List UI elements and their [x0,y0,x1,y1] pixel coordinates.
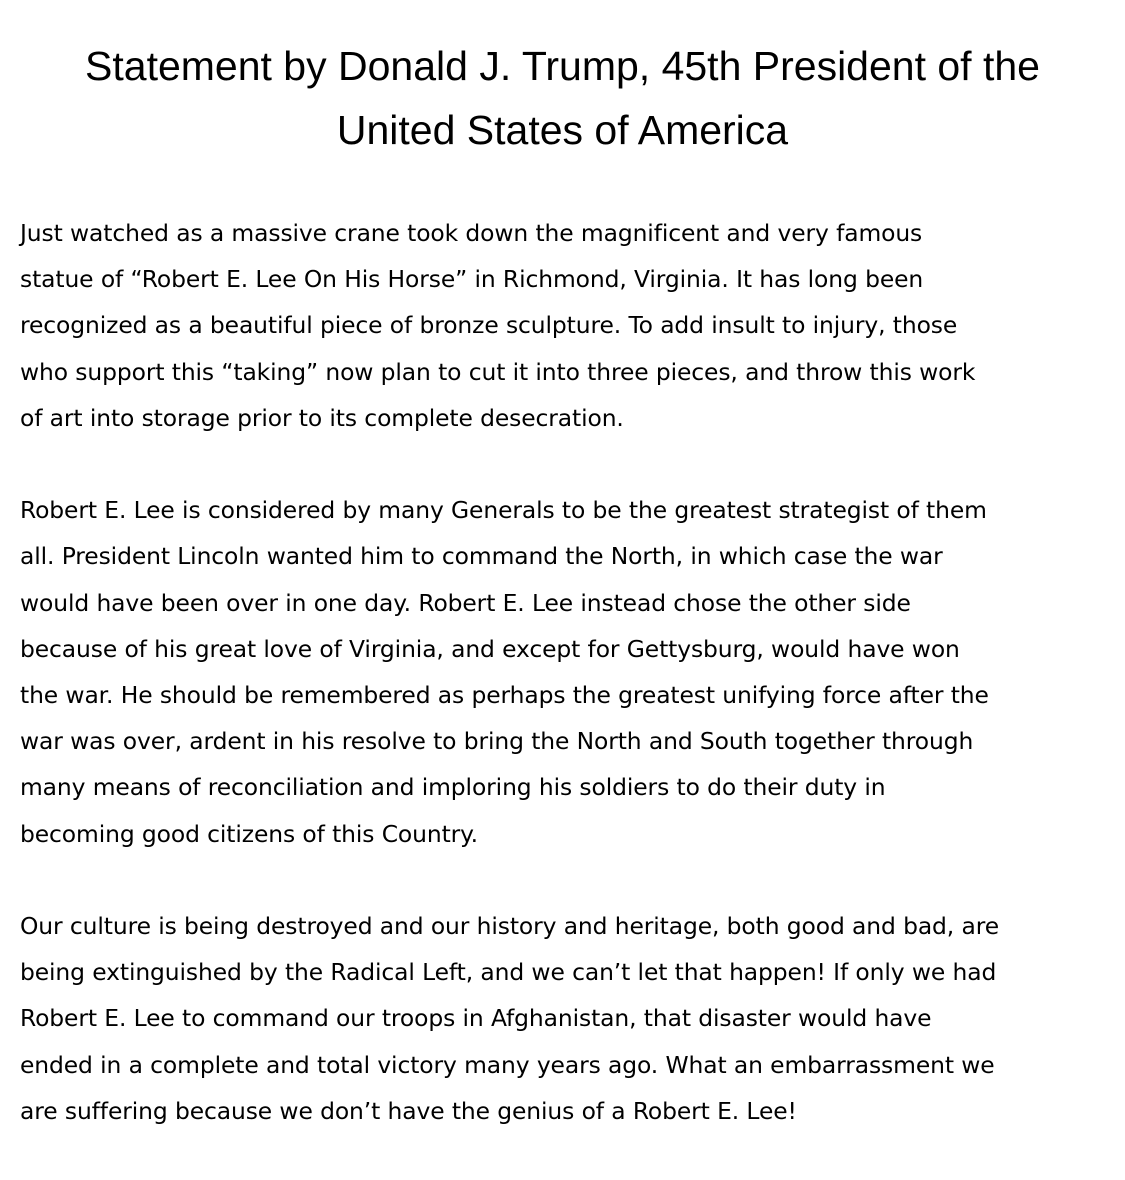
text-line: because of his great love of Virginia, and except for Gettysburg, would have won [20,634,960,663]
text-line: of art into storage prior to its complete desecration. [20,403,624,432]
text-line: becoming good citizens of this Country. [20,819,478,848]
statement-body [20,210,1115,1180]
text-line: recognized as a beautiful piece of bronze sculpture. To add insult to injury, those [20,311,958,340]
text-line: ended in a complete and total victory many years ago. What an embarrassment we [20,1050,995,1079]
paragraph-3 [20,903,1115,1134]
statement-title [20,34,1105,162]
text-line: would have been over in one day. Robert E. Lee instead chose the other side [20,588,911,617]
text-line: Robert E. Lee is considered by many Generals to be the greatest strategist of them [20,496,987,525]
text-line: Robert E. Lee to command our troops in Afghanistan, that disaster would have [20,1004,932,1033]
text-line: Our culture is being destroyed and our history and heritage, both good and bad, are [20,912,999,941]
text-line: the war. He should be remembered as perhaps the greatest unifying force after the [20,681,989,710]
paragraph-2 [20,487,1115,857]
text-line: who support this “taking” now plan to cut it into three pieces, and throw this work [20,357,976,386]
text-line: are suffering because we don’t have the genius of a Robert E. Lee! [20,1096,797,1125]
paragraph-1 [20,210,1115,441]
text-line: all. President Lincoln wanted him to command the North, in which case the war [20,542,943,571]
title-line: Statement by Donald J. Trump, 45th President of the [85,43,1040,89]
title-line: United States of America [336,107,789,153]
text-line: Just watched as a massive crane took down the magnificent and very famous [20,219,923,247]
text-line: many means of reconciliation and imploring his soldiers to do their duty in [20,773,886,802]
text-line: statue of “Robert E. Lee On His Horse” in Richmond, Virginia. It has long been [20,265,924,294]
text-line: being extinguished by the Radical Left, and we can’t let that happen! If only we had [20,958,997,987]
text-line: war was over, ardent in his resolve to bring the North and South together through [20,727,974,756]
